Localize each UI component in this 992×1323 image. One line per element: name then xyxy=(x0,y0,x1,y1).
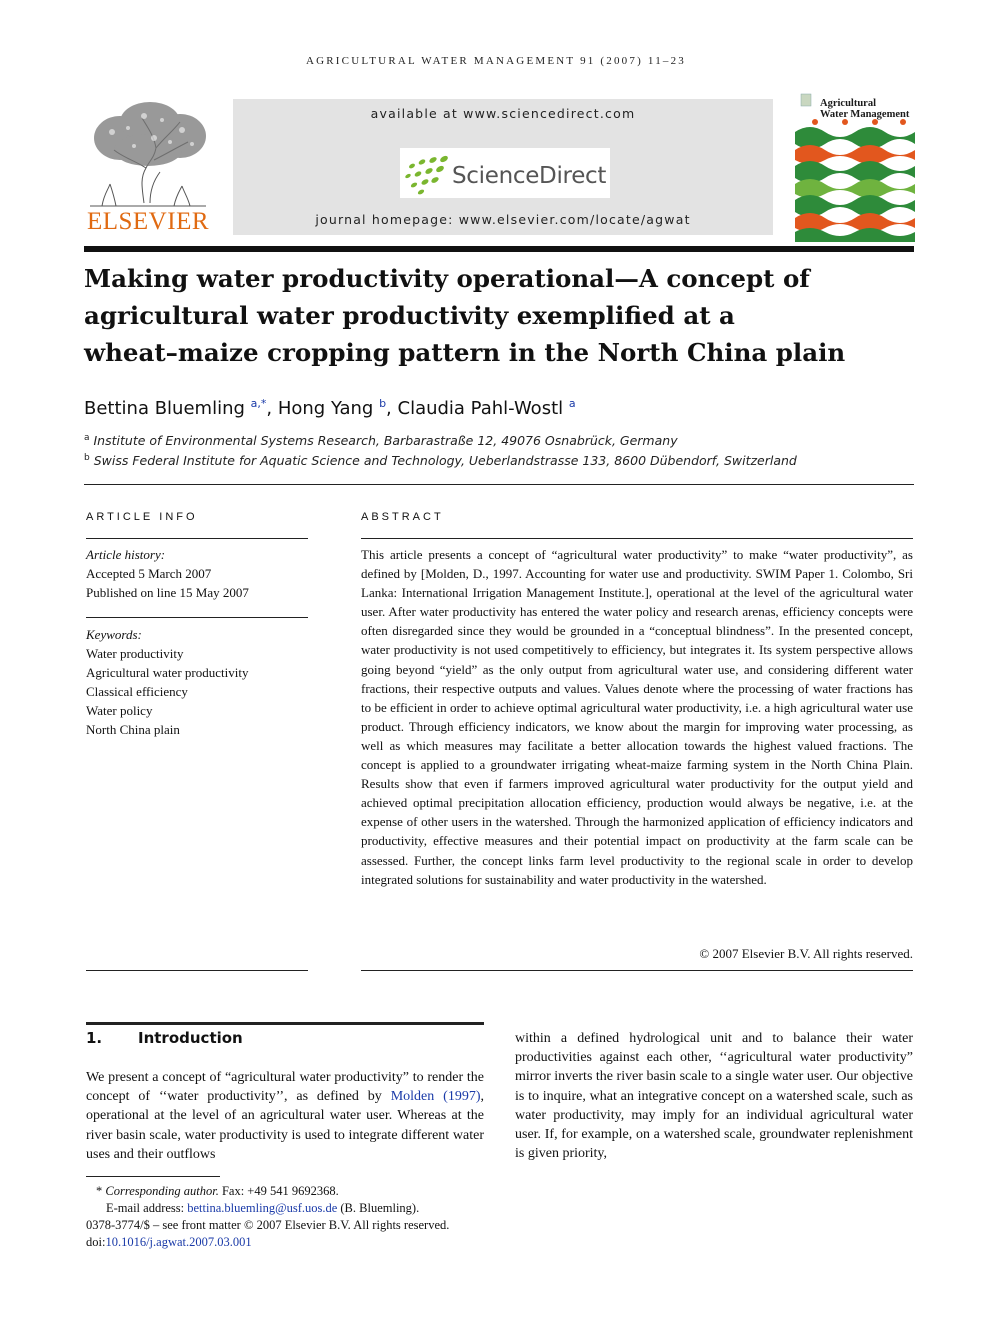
intro-right-column: within a defined hydrological unit and to balance their water productivities against each other, ‘‘agricultural water productivity” mirror inverts the river basin scale to a single water user. Our objective is to inquire, what an integrative concept on a watershed scale, such as water productivity, may imply for an individual agricultural water user. If, for example, on a watershed scale, groundwater replenishment is given priority, xyxy=(515,1031,913,1162)
keyword: North China plain xyxy=(86,722,180,737)
author-name: Hong Yang xyxy=(277,398,374,419)
author-affiliation-mark[interactable]: a,* xyxy=(250,397,267,410)
article-info-rule xyxy=(86,538,308,539)
article-info-bottom-rule xyxy=(86,970,308,971)
keywords-block: Keywords: Water productivity Agricultural water productivity Classical efficiency Water policy North China plain xyxy=(86,625,308,739)
keywords-rule xyxy=(86,617,308,618)
author-list: Bettina Bluemling $^{a,*}$, Hong Yang $^b$, Claudia Pahl-Wostl $^a$ xyxy=(84,397,576,419)
available-at-text[interactable]: available at www.sciencedirect.com xyxy=(370,106,636,121)
article-history: Article history: Accepted 5 March 2007 Published on line 15 May 2007 xyxy=(86,547,249,600)
email-note: E-mail address: bettina.bluemling@usf.uos.de (B. Bluemling). xyxy=(106,1201,420,1215)
elsevier-wordmark: ELSEVIER xyxy=(86,208,210,235)
abstract-text: This article presents a concept of “agricultural water productivity” to make “water productivity”, as defined by [Molden, D., 1997. Accounting for water use and productivity. SWIM Paper 1. Colombo, Sri Lanka: International Irrigation Management Institute.], operational at the level of the agricultural water user. After water productivity has entered the water policy and research arenas, efficiency concepts were often disregarded since they would be grounded in a “conceptual blindness”. In the presented concept, water productivity is not used competitively to efficiency, but integrates it. Its system perspective allows going beyond “yield” as the only output from agricultural water use, and considering different water fractions, their respective outputs and values. Values denote where the processing of water fractions has to be efficient in order to achieve optimal agricultural water productivity, i.e. a high agricultural water use product. Through efficiency indicators, we know about the margin for improving water processing, as well as which measures may facilitate a better allocation towards the highest valued fractions. The concept is applied to a groundwater irrigating wheat-maize farming system in the North China Plain. Results show that even if farmers improved agricultural water productivity for the output yield and achieved optimal precipitation allocation efficiency, production would always be negative, i.e. at the expense of other users in the watershed. Through the harmonized application of efficiency indicators and productivity, effective measures and their potential impact on productivity at the farm scale can be assessed. Further, the concept links farm level productivity to the regional scale in order to develop integrated solutions for sustainability and water productivity in the watershed. xyxy=(361,547,913,887)
doi-line: doi:10.1016/j.agwat.2007.03.001 xyxy=(86,1235,252,1249)
author-name: Claudia Pahl-Wostl xyxy=(397,398,564,419)
sciencedirect-brand: ScienceDirect xyxy=(452,163,607,189)
doi-link[interactable]: 10.1016/j.agwat.2007.03.001 xyxy=(105,1235,252,1249)
journal-cover-title: Agricultural Water Management xyxy=(820,98,910,120)
email-link[interactable]: bettina.bluemling@usf.uos.de xyxy=(187,1201,338,1215)
author-name: Bettina Bluemling xyxy=(84,398,245,419)
author-affiliation-mark[interactable]: a xyxy=(568,397,576,410)
abstract-bottom-rule xyxy=(361,970,913,971)
journal-homepage-text[interactable]: journal homepage: www.elsevier.com/locate/agwat xyxy=(315,212,691,227)
footnote-rule xyxy=(86,1176,220,1177)
intro-left-column: We present a concept of “agricultural water productivity” to render the concept of ‘‘water productivity’’, as defined by Molden (1997), operational at the level of an agricultural water user. Whereas at the river basin scale, water productivity is used to integrate different water uses and their outflows xyxy=(86,1070,484,1162)
abstract-heading: ABSTRACT xyxy=(361,511,444,523)
sciencedirect-leaf-icon xyxy=(402,154,452,196)
header-rule xyxy=(84,246,914,252)
citation-link[interactable]: Molden (1997) xyxy=(390,1089,481,1105)
abstract-rule xyxy=(361,538,913,539)
affiliation-a: $^a$ Institute of Environmental Systems Research, Barbarastraße 12, 49076 Osnabrück, Germany xyxy=(84,433,678,449)
author-affiliation-mark[interactable]: b xyxy=(379,397,387,410)
keyword: Water productivity xyxy=(86,646,184,661)
keyword: Agricultural water productivity xyxy=(86,665,249,680)
intro-rule xyxy=(86,1022,484,1025)
running-header: AGRICULTURAL WATER MANAGEMENT 91 (2007) 11–23 xyxy=(305,55,686,67)
corresponding-author-note: * Corresponding author. Fax: +49 541 9692368. xyxy=(96,1184,339,1198)
affiliation-rule xyxy=(84,484,914,485)
affiliation-b: $^b$ Swiss Federal Institute for Aquatic Science and Technology, Ueberlandstrasse 133, 8600 Dübendorf, Switzerland xyxy=(84,453,797,469)
keyword: Water policy xyxy=(86,703,153,718)
section-heading-introduction: 1. Introduction xyxy=(86,1029,243,1047)
issn-line: 0378-3774/$ – see front matter © 2007 Elsevier B.V. All rights reserved. xyxy=(86,1218,450,1232)
abstract-copyright: © 2007 Elsevier B.V. All rights reserved. xyxy=(699,946,913,961)
article-info-heading: ARTICLE INFO xyxy=(86,511,198,523)
keyword: Classical efficiency xyxy=(86,684,188,699)
article-title: Making water productivity operational—A concept of agricultural water productivity exemplified at a wheat–maize cropping pattern in the North China plain xyxy=(84,264,846,367)
